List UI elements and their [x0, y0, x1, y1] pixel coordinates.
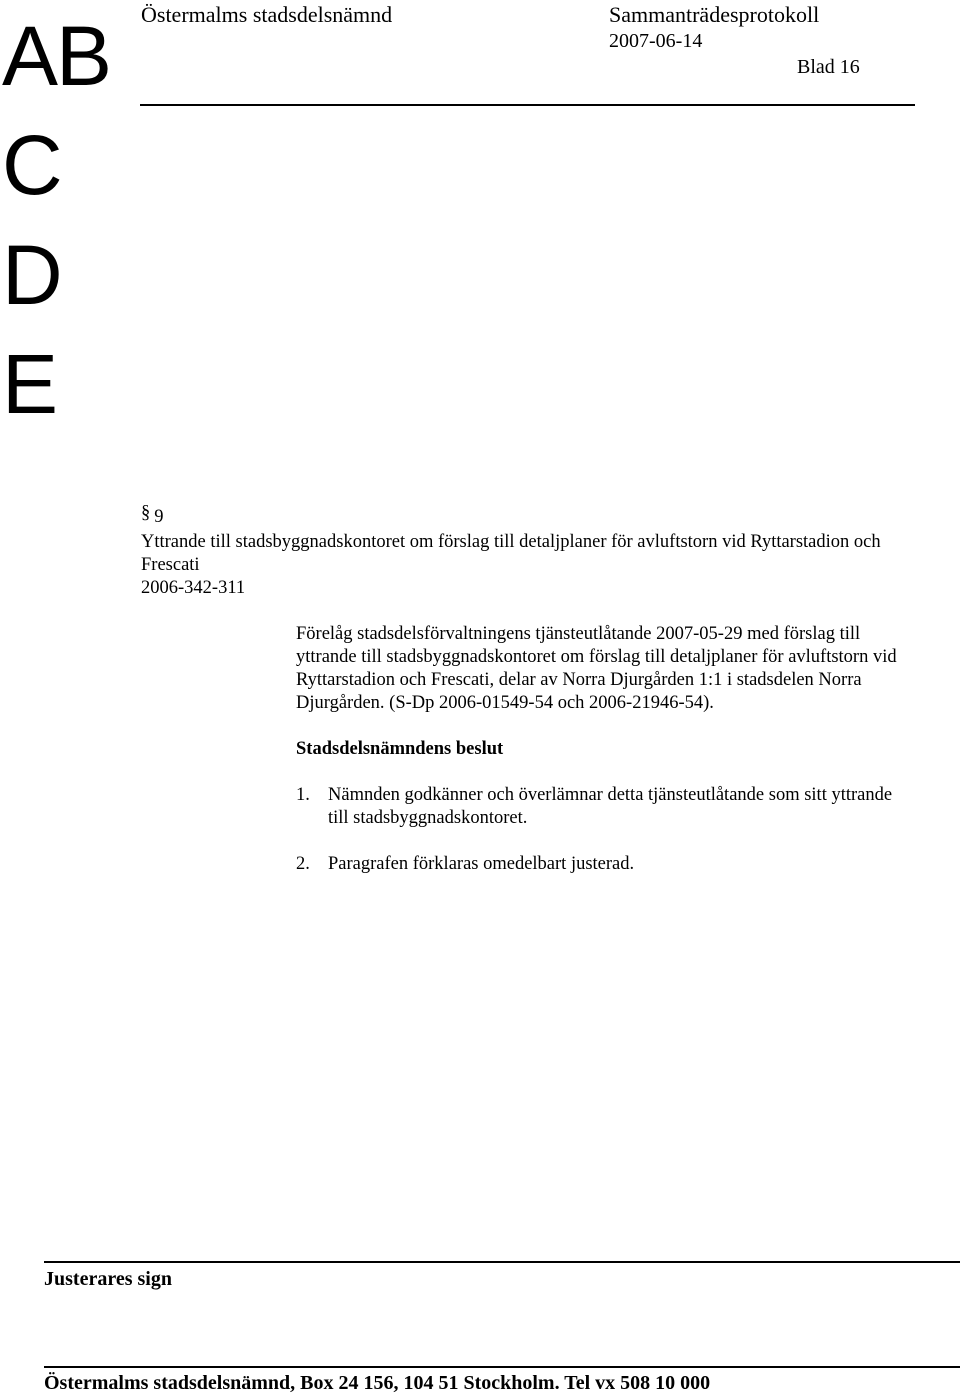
- decision-number: 1.: [296, 785, 310, 805]
- margin-letter-ab: AB: [2, 9, 111, 103]
- margin-letter-d: D: [2, 228, 61, 322]
- margin-letter-e: E: [2, 337, 57, 431]
- signature-label: Justerares sign: [44, 1268, 172, 1290]
- header-organization: Östermalms stadsdelsnämnd: [141, 2, 393, 27]
- decision-text: Paragrafen förklaras omedelbart justerad.: [328, 854, 635, 874]
- decision-heading: Stadsdelsnämndens beslut: [296, 739, 504, 759]
- case-number: 2006-342-311: [141, 578, 246, 598]
- paragraph-number: 9: [154, 507, 164, 527]
- decision-text: Nämnden godkänner och överlämnar detta tjänsteutlåtande som sitt yttrande till stadsbyggnadskontoret.: [328, 785, 893, 828]
- header-date: 2007-06-14: [609, 30, 703, 52]
- paragraph-title: Yttrande till stadsbyggnadskontoret om förslag till detaljplaner för avluftstorn vid Ryttarstadion och Frescati: [141, 532, 881, 575]
- footer-rule: [44, 1366, 960, 1368]
- header-page-number: Blad 16: [797, 56, 860, 78]
- decision-number: 2.: [296, 854, 310, 874]
- header-document-type: Sammanträdesprotokoll: [609, 2, 820, 27]
- decision-item: [296, 784, 898, 830]
- footer-address: Östermalms stadsdelsnämnd, Box 24 156, 104 51 Stockholm. Tel vx 508 10 000: [44, 1372, 711, 1394]
- paragraph-symbol: §: [141, 503, 151, 523]
- paragraph-heading: [141, 503, 164, 529]
- margin-letter-c: C: [2, 118, 61, 212]
- signature-rule: [44, 1261, 960, 1263]
- decision-item: [296, 853, 898, 876]
- header-rule: [140, 104, 915, 106]
- intro-paragraph: Förelåg stadsdelsförvaltningens tjänsteutlåtande 2007-05-29 med förslag till yttrande till stadsbyggnadskontoret om förslag till detaljplaner för avluftstorn vid Ryttarstadion och Frescati, delar av Norra Djurgården 1:1 i stadsdelen Norra Djurgården. (S-Dp 2006-01549-54 och 2006-21946-54).: [296, 624, 897, 713]
